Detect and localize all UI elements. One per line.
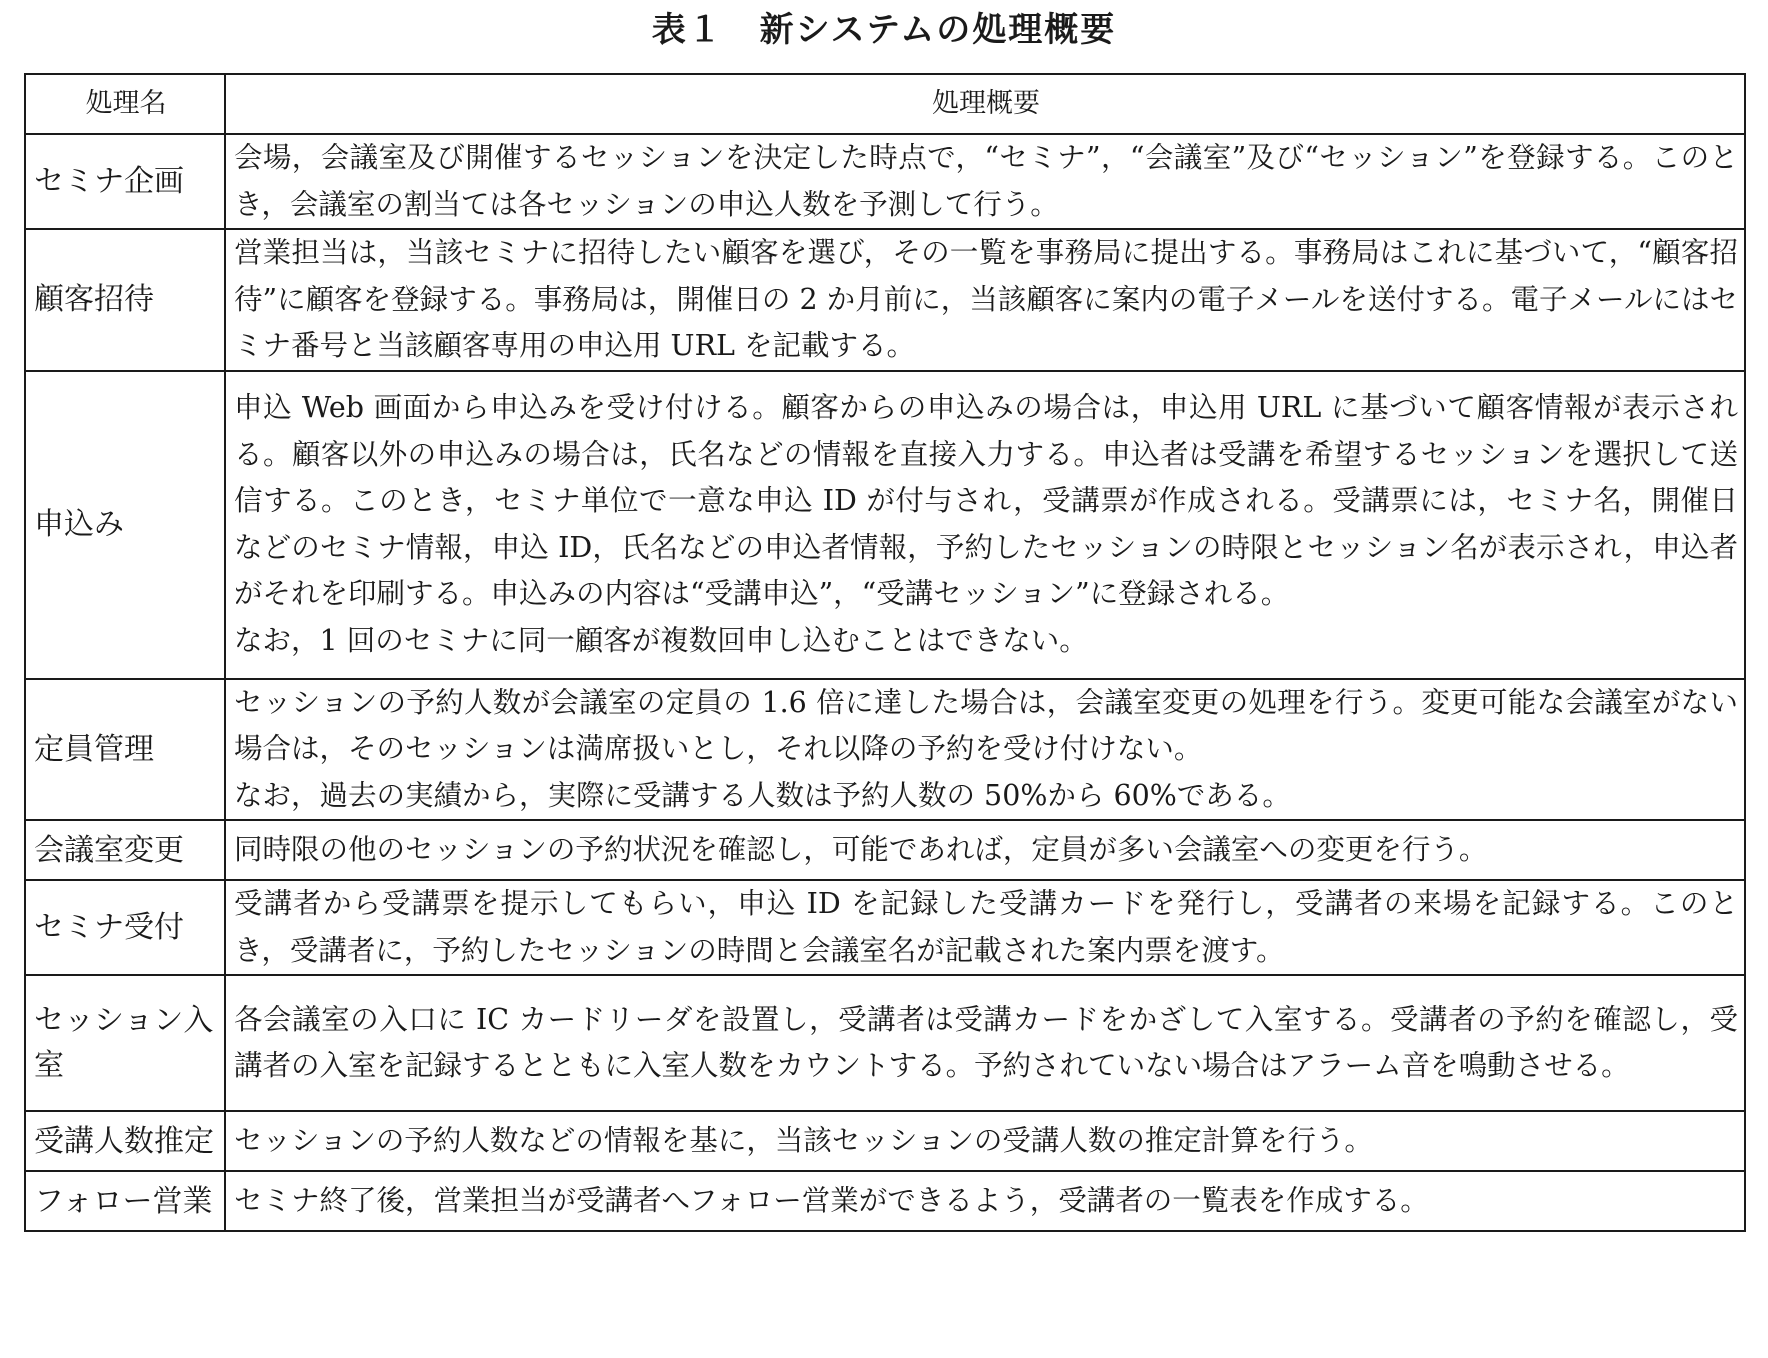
table-header-row <box>25 74 1745 134</box>
process-summary-application <box>225 371 1745 679</box>
process-name-application: 申込み <box>25 371 225 679</box>
process-summary-seminar-planning <box>225 134 1745 229</box>
summary-paragraph: 各会議室の入口に IC カードリーダを設置し，受講者は受講カードをかざして入室する。受講者の予約を確認し，受講者の入室を記録するとともに入室人数をカウントする。予約されていない場合はアラーム音を鳴動させる。 <box>234 1002 1738 1082</box>
summary-paragraph-note: なお，1 回のセミナに同一顧客が複数回申し込むことはできない。 <box>234 623 1088 657</box>
table-row <box>25 975 1745 1111</box>
process-name-capacity-management: 定員管理 <box>25 679 225 821</box>
process-name-session-entry: セッション入室 <box>25 975 225 1111</box>
table-row <box>25 1171 1745 1231</box>
table-row <box>25 820 1745 880</box>
process-summary-seminar-reception <box>225 880 1745 975</box>
process-name-room-change: 会議室変更 <box>25 820 225 880</box>
header-process-summary: 処理概要 <box>225 74 1745 134</box>
table-title: 表１ 新システムの処理概要 <box>651 10 1117 50</box>
summary-paragraph: セミナ終了後，営業担当が受講者へフォロー営業ができるよう，受講者の一覧表を作成する。 <box>234 1183 1429 1217</box>
table-row <box>25 679 1745 821</box>
table-row <box>25 880 1745 975</box>
summary-paragraph: 申込 Web 画面から申込みを受け付ける。顧客からの申込みの場合は，申込用 URL に基づいて顧客情報が表示される。顧客以外の申込みの場合は，氏名などの情報を直接入力する。申込者は受講を希望するセッションを選択して送信する。このとき，セミナ単位で一意な申込 ID が付与され，受講票が作成される。受講票には，セミナ名，開催日などのセミナ情報，申込 ID，氏名などの申込者情報，予約したセッションの時限とセッション名が表示され，申込者がそれを印刷する。申込みの内容は“受講申込”，“受講セッション”に登録される。 <box>234 391 1738 610</box>
summary-paragraph: セッションの予約人数などの情報を基に，当該セッションの受講人数の推定計算を行う。 <box>234 1123 1373 1157</box>
summary-paragraph: 同時限の他のセッションの予約状況を確認し，可能であれば，定員が多い会議室への変更を行う。 <box>234 832 1488 866</box>
summary-paragraph: 会場，会議室及び開催するセッションを決定した時点で，“セミナ”，“会議室”及び“セッション”を登録する。このとき，会議室の割当ては各セッションの申込人数を予測して行う。 <box>234 141 1738 221</box>
process-summary-session-entry <box>225 975 1745 1111</box>
summary-paragraph: 営業担当は，当該セミナに招待したい顧客を選び，その一覧を事務局に提出する。事務局はこれに基づいて，“顧客招待”に顧客を登録する。事務局は，開催日の 2 か月前に，当該顧客に案内の電子メールを送付する。電子メールにはセミナ番号と当該顧客専用の申込用 URL を記載する。 <box>234 236 1738 362</box>
process-name-seminar-planning: セミナ企画 <box>25 134 225 229</box>
process-summary-capacity-management <box>225 679 1745 821</box>
process-summary-attendance-estimation <box>225 1111 1745 1171</box>
process-name-seminar-reception: セミナ受付 <box>25 880 225 975</box>
process-name-follow-up-sales: フォロー営業 <box>25 1171 225 1231</box>
process-summary-table <box>24 73 1746 1232</box>
summary-paragraph: 受講者から受講票を提示してもらい，申込 ID を記録した受講カードを発行し，受講者の来場を記録する。このとき，受講者に，予約したセッションの時間と会議室名が記載された案内票を渡す。 <box>234 887 1738 967</box>
process-name-customer-invitation: 顧客招待 <box>25 229 225 371</box>
header-process-name: 処理名 <box>25 74 225 134</box>
table-row <box>25 229 1745 371</box>
process-name-attendance-estimation: 受講人数推定 <box>25 1111 225 1171</box>
summary-paragraph: セッションの予約人数が会議室の定員の 1.6 倍に達した場合は，会議室変更の処理を行う。変更可能な会議室がない場合は，そのセッションは満席扱いとし，それ以降の予約を受け付けない。 <box>234 685 1738 765</box>
table-row <box>25 1111 1745 1171</box>
summary-paragraph-note: なお，過去の実績から，実際に受講する人数は予約人数の 50%から 60%である。 <box>234 778 1291 812</box>
table-row <box>25 371 1745 679</box>
process-summary-customer-invitation <box>225 229 1745 371</box>
table-row <box>25 134 1745 229</box>
process-summary-room-change <box>225 820 1745 880</box>
process-summary-follow-up-sales <box>225 1171 1745 1231</box>
